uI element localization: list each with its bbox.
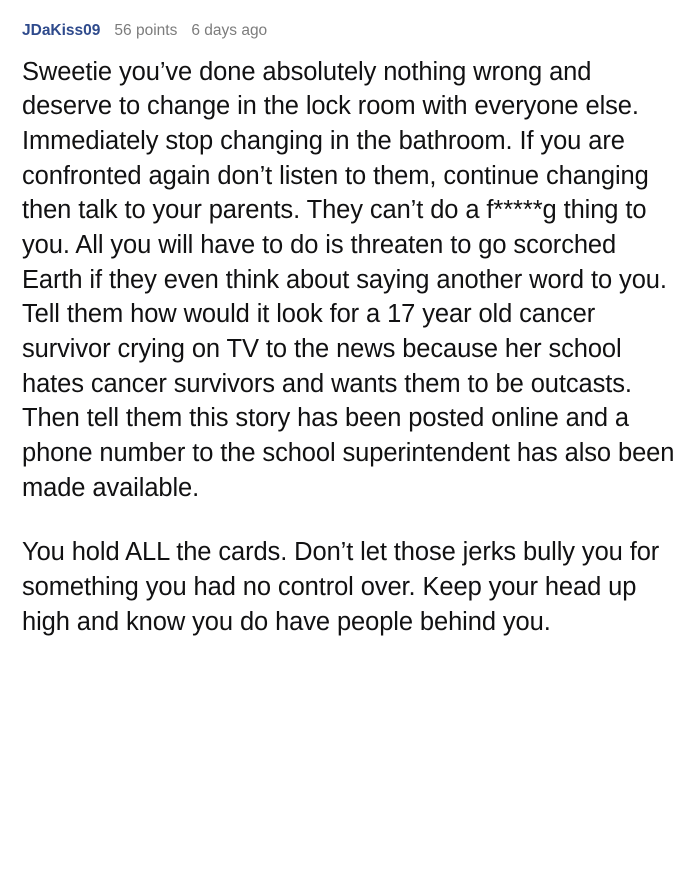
comment-score: 56 points <box>114 22 178 39</box>
comment-paragraph: Sweetie you’ve done absolutely nothing wrong and deserve to change in the lock room with everyone else. Immediately stop changing in the bathroom. If you are confronted again don’t listen to them, continue changing then talk to your parents. They can’t do a f*****g thing to you. All you will have to do is threaten to go scorched Earth if they even think about saying another word to you. Tell them how would it look for a 17 year old cancer survivor crying on TV to the news because her school hates cancer survivors and wants them to be outcasts. Then tell them this story has been posted online and a phone number to the school superintendent has also been made available. <box>22 57 675 502</box>
comment-paragraph: You hold ALL the cards. Don’t let those jerks bully you for something you had no control over. Keep your head up high and know you do have people behind you. <box>22 538 660 636</box>
comment-timestamp: 6 days ago <box>191 22 268 39</box>
comment-body <box>22 55 678 640</box>
comment-author[interactable]: JDaKiss09 <box>22 22 101 39</box>
comment-meta <box>22 22 678 41</box>
